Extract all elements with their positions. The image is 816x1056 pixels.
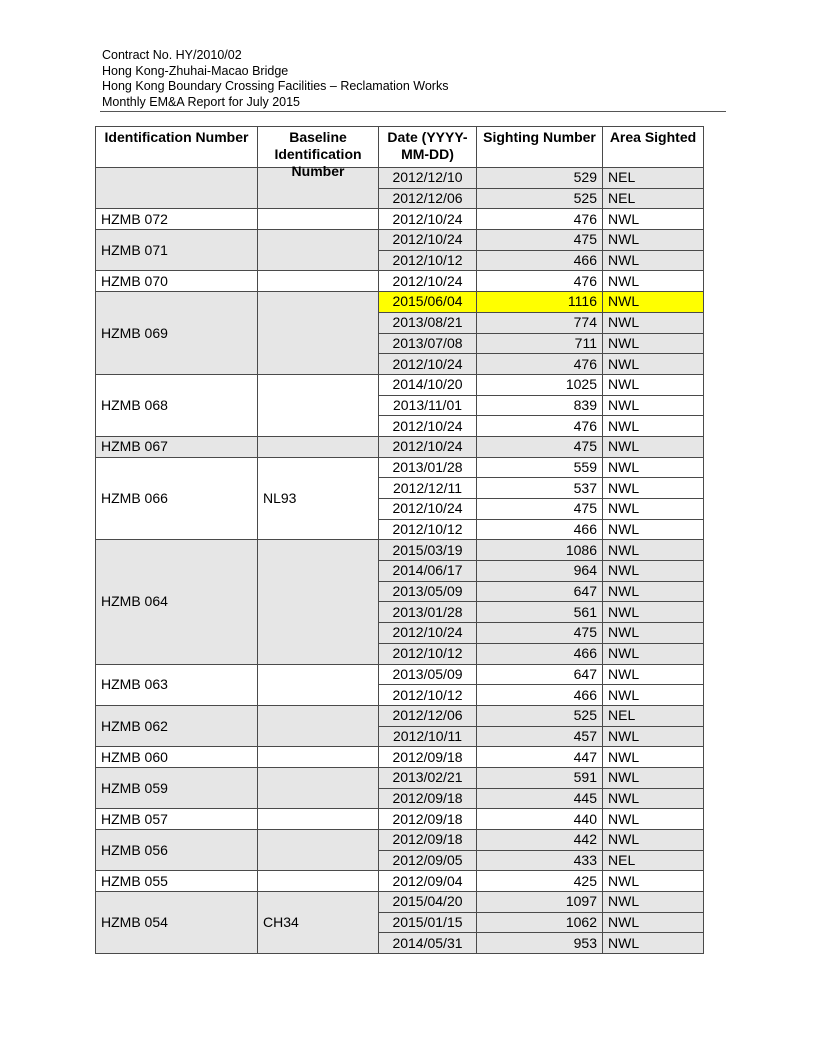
date-cell: 2014/06/17 [379, 561, 477, 582]
area-cell: NWL [603, 499, 704, 520]
area-cell: NWL [603, 643, 704, 664]
sighting-cell: 1062 [477, 912, 603, 933]
baseline-cell [258, 540, 379, 664]
area-cell: NWL [603, 623, 704, 644]
sighting-cell: 475 [477, 436, 603, 457]
area-cell: NWL [603, 933, 704, 954]
identification-cell: HZMB 068 [96, 374, 258, 436]
sighting-cell: 433 [477, 850, 603, 871]
table-row [96, 271, 704, 292]
sighting-cell: 476 [477, 416, 603, 437]
identification-cell: HZMB 056 [96, 830, 258, 871]
sighting-cell: 457 [477, 726, 603, 747]
table-row [96, 436, 704, 457]
baseline-cell [258, 871, 379, 892]
table-row [96, 374, 704, 395]
sighting-cell: 774 [477, 312, 603, 333]
area-cell: NWL [603, 912, 704, 933]
date-cell: 2012/10/24 [379, 436, 477, 457]
date-cell: 2012/10/12 [379, 643, 477, 664]
area-cell: NWL [603, 457, 704, 478]
area-cell: NWL [603, 395, 704, 416]
table-body [96, 168, 704, 954]
identification-cell: HZMB 060 [96, 747, 258, 768]
sighting-cell: 1086 [477, 540, 603, 561]
identification-cell: HZMB 054 [96, 892, 258, 954]
identification-cell: HZMB 072 [96, 209, 258, 230]
sighting-cell: 466 [477, 685, 603, 706]
date-cell: 2012/10/24 [379, 499, 477, 520]
table-row [96, 457, 704, 478]
date-cell: 2013/05/09 [379, 664, 477, 685]
area-cell: NWL [603, 312, 704, 333]
sighting-cell: 425 [477, 871, 603, 892]
baseline-cell [258, 230, 379, 271]
area-cell: NEL [603, 705, 704, 726]
baseline-cell [258, 830, 379, 871]
sighting-cell: 442 [477, 830, 603, 851]
date-cell: 2015/03/19 [379, 540, 477, 561]
date-cell: 2012/10/24 [379, 209, 477, 230]
date-cell: 2012/09/18 [379, 788, 477, 809]
area-cell: NWL [603, 664, 704, 685]
sighting-cell: 561 [477, 602, 603, 623]
date-cell: 2013/05/09 [379, 581, 477, 602]
table-row [96, 871, 704, 892]
area-cell: NWL [603, 809, 704, 830]
date-cell: 2013/11/01 [379, 395, 477, 416]
sighting-cell: 475 [477, 499, 603, 520]
baseline-cell [258, 292, 379, 375]
area-cell: NWL [603, 230, 704, 251]
date-cell: 2012/12/06 [379, 705, 477, 726]
sighting-cell: 559 [477, 457, 603, 478]
sighting-cell: 466 [477, 643, 603, 664]
table-row [96, 705, 704, 726]
date-cell: 2012/10/24 [379, 230, 477, 251]
date-cell: 2012/09/18 [379, 747, 477, 768]
area-cell: NWL [603, 354, 704, 375]
sighting-cell: 476 [477, 354, 603, 375]
area-cell: NWL [603, 788, 704, 809]
header-report-line: Monthly EM&A Report for July 2015 [102, 94, 301, 109]
dolphin-sighting-table [95, 126, 704, 954]
area-cell: NWL [603, 726, 704, 747]
table-header-row [96, 127, 704, 168]
identification-cell: HZMB 071 [96, 230, 258, 271]
identification-cell: HZMB 055 [96, 871, 258, 892]
date-cell: 2012/10/24 [379, 271, 477, 292]
table-row [96, 892, 704, 913]
date-cell: 2012/09/05 [379, 850, 477, 871]
date-cell: 2015/01/15 [379, 912, 477, 933]
area-cell: NWL [603, 478, 704, 499]
identification-cell [96, 168, 258, 209]
date-cell: 2012/10/11 [379, 726, 477, 747]
area-cell: NWL [603, 871, 704, 892]
baseline-cell [258, 767, 379, 808]
table-row [96, 540, 704, 561]
col-header-sighting: Sighting Number [477, 127, 603, 168]
sighting-cell: 647 [477, 581, 603, 602]
table-row [96, 209, 704, 230]
baseline-cell [258, 374, 379, 436]
date-cell: 2013/01/28 [379, 457, 477, 478]
identification-cell: HZMB 063 [96, 664, 258, 705]
sighting-cell: 647 [477, 664, 603, 685]
identification-cell: HZMB 057 [96, 809, 258, 830]
area-cell: NEL [603, 168, 704, 189]
sighting-cell: 711 [477, 333, 603, 354]
date-cell: 2012/10/12 [379, 250, 477, 271]
baseline-cell [258, 436, 379, 457]
area-cell: NWL [603, 250, 704, 271]
sighting-cell: 466 [477, 519, 603, 540]
sighting-cell: 1025 [477, 374, 603, 395]
col-header-identification: Identification Number [96, 127, 258, 168]
baseline-cell [258, 705, 379, 746]
area-cell: NWL [603, 581, 704, 602]
baseline-cell [258, 209, 379, 230]
area-cell: NWL [603, 747, 704, 768]
table-row [96, 767, 704, 788]
area-cell: NWL [603, 561, 704, 582]
table-row [96, 664, 704, 685]
area-cell: NWL [603, 436, 704, 457]
header-divider [100, 111, 726, 112]
date-cell: 2012/09/04 [379, 871, 477, 892]
baseline-cell [258, 809, 379, 830]
date-cell: 2014/05/31 [379, 933, 477, 954]
area-cell: NWL [603, 333, 704, 354]
date-cell: 2012/12/11 [379, 478, 477, 499]
identification-cell: HZMB 070 [96, 271, 258, 292]
date-cell: 2015/04/20 [379, 892, 477, 913]
area-cell: NWL [603, 374, 704, 395]
document-header [102, 48, 448, 110]
header-project-line: Hong Kong-Zhuhai-Macao Bridge [102, 63, 289, 78]
col-header-baseline: Baseline Identification Number [258, 127, 379, 168]
date-cell: 2012/12/06 [379, 188, 477, 209]
sighting-cell: 953 [477, 933, 603, 954]
sighting-cell: 475 [477, 230, 603, 251]
sighting-cell: 1116 [477, 292, 603, 313]
table-row [96, 168, 704, 189]
baseline-cell [258, 664, 379, 705]
sighting-cell: 525 [477, 705, 603, 726]
date-cell: 2013/01/28 [379, 602, 477, 623]
baseline-cell: NL93 [258, 457, 379, 540]
area-cell: NWL [603, 540, 704, 561]
area-cell: NEL [603, 850, 704, 871]
sighting-cell: 475 [477, 623, 603, 644]
identification-cell: HZMB 064 [96, 540, 258, 664]
col-header-area: Area Sighted [603, 127, 704, 168]
identification-cell: HZMB 067 [96, 436, 258, 457]
table-row [96, 747, 704, 768]
date-cell: 2012/10/12 [379, 685, 477, 706]
sighting-cell: 466 [477, 250, 603, 271]
date-cell: 2012/10/12 [379, 519, 477, 540]
header-contract-line: Contract No. HY/2010/02 [102, 48, 242, 62]
area-cell: NWL [603, 602, 704, 623]
area-cell: NWL [603, 685, 704, 706]
col-header-date: Date (YYYY-MM-DD) [379, 127, 477, 168]
date-cell: 2012/10/24 [379, 354, 477, 375]
date-cell: 2012/09/18 [379, 830, 477, 851]
sighting-cell: 476 [477, 271, 603, 292]
date-cell: 2014/10/20 [379, 374, 477, 395]
area-cell: NEL [603, 188, 704, 209]
sighting-cell: 445 [477, 788, 603, 809]
area-cell: NWL [603, 830, 704, 851]
sighting-cell: 1097 [477, 892, 603, 913]
table-row [96, 292, 704, 313]
date-cell: 2013/02/21 [379, 767, 477, 788]
date-cell: 2012/09/18 [379, 809, 477, 830]
identification-cell: HZMB 069 [96, 292, 258, 375]
date-cell: 2012/10/24 [379, 416, 477, 437]
date-cell: 2013/08/21 [379, 312, 477, 333]
identification-cell: HZMB 062 [96, 705, 258, 746]
area-cell: NWL [603, 271, 704, 292]
date-cell: 2012/10/24 [379, 623, 477, 644]
baseline-cell: CH34 [258, 892, 379, 954]
area-cell: NWL [603, 892, 704, 913]
sighting-cell: 591 [477, 767, 603, 788]
sighting-cell: 964 [477, 561, 603, 582]
baseline-cell [258, 271, 379, 292]
area-cell: NWL [603, 767, 704, 788]
date-cell: 2012/12/10 [379, 168, 477, 189]
date-cell: 2015/06/04 [379, 292, 477, 313]
table-row [96, 230, 704, 251]
date-cell: 2013/07/08 [379, 333, 477, 354]
sighting-cell: 440 [477, 809, 603, 830]
sighting-cell: 537 [477, 478, 603, 499]
table-row [96, 830, 704, 851]
baseline-cell [258, 747, 379, 768]
header-facility-line: Hong Kong Boundary Crossing Facilities – Reclamation Works [102, 79, 449, 94]
sighting-cell: 839 [477, 395, 603, 416]
identification-cell: HZMB 066 [96, 457, 258, 540]
area-cell: NWL [603, 416, 704, 437]
sighting-cell: 529 [477, 168, 603, 189]
sighting-cell: 476 [477, 209, 603, 230]
sighting-cell: 525 [477, 188, 603, 209]
sighting-cell: 447 [477, 747, 603, 768]
identification-cell: HZMB 059 [96, 767, 258, 808]
table-row [96, 809, 704, 830]
area-cell: NWL [603, 519, 704, 540]
area-cell: NWL [603, 292, 704, 313]
area-cell: NWL [603, 209, 704, 230]
